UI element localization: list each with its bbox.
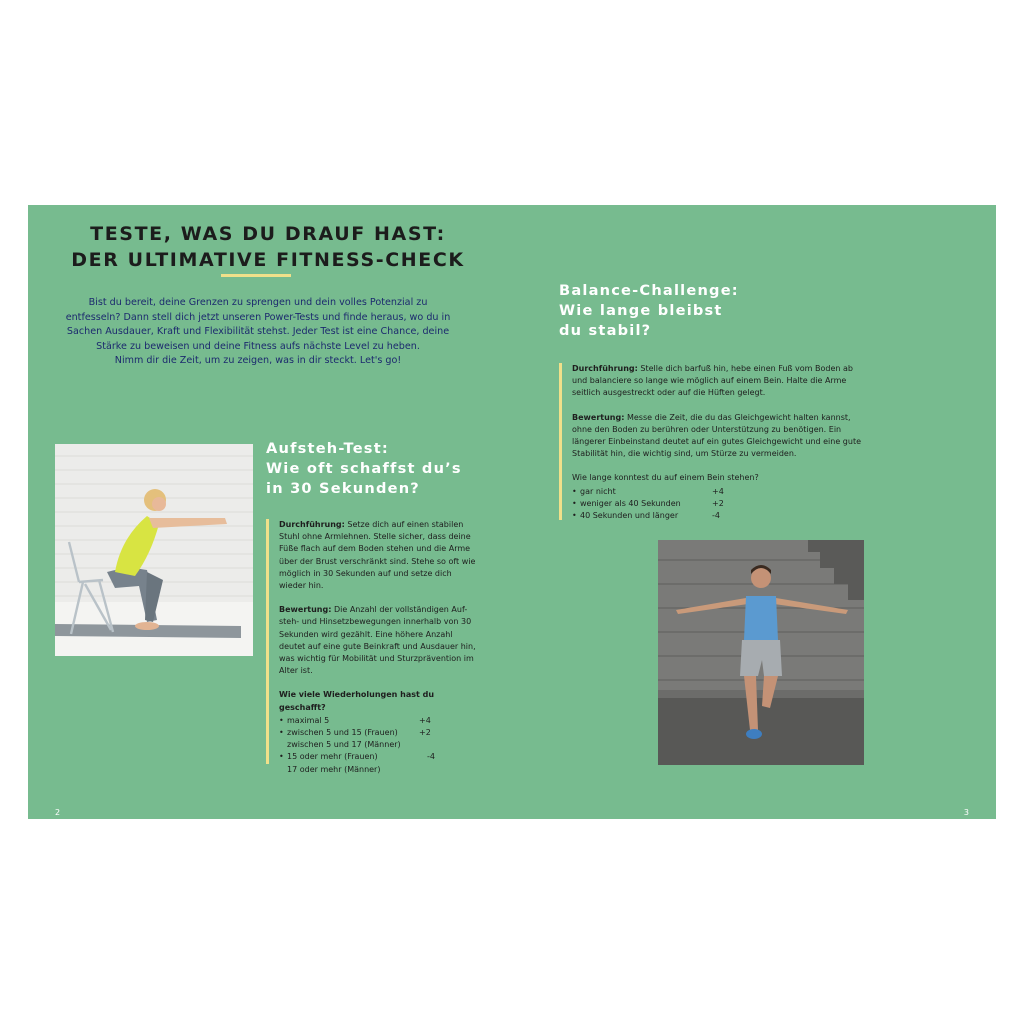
bullet: • xyxy=(279,715,284,725)
intro-line: Bist du bereit, deine Grenzen zu sprengen und dein volles Potenzial zu xyxy=(88,297,428,308)
score-points: -4 xyxy=(427,752,435,762)
aufsteh-test-details xyxy=(266,519,479,774)
durchfuehrung-paragraph xyxy=(279,519,479,592)
balance-challenge-heading xyxy=(559,281,739,341)
score-row xyxy=(572,486,862,498)
one-leg-balance-photo xyxy=(658,540,864,765)
durchfuehrung-text: Stelle dich barfuß hin, hebe einen Fuß vom Boden ab und balanciere so lange wie möglich auf einem Bein. Halte die Arme seitlich ausgestreckt oder auf die Hüften gelegt. xyxy=(572,364,853,398)
intro-line: Stärke zu beweisen und deine Fitness aufs nächste Level zu heben. xyxy=(96,340,420,352)
bewertung-text: Messe die Zeit, die du das Gleichgewicht halten kannst, ohne den Boden zu berühren oder Unterstützung zu benötigen. Ein längerer Einbeinstand deutet auf ein gutes Gleichgewicht und eine gute Stabilität hin, die wichtig sind, um Stürze zu vermeiden. xyxy=(572,412,862,459)
bullet: • xyxy=(572,486,577,496)
bullet: • xyxy=(279,752,284,762)
durchfuehrung-paragraph xyxy=(572,363,862,400)
intro-paragraph xyxy=(48,296,468,369)
heading-line: Aufsteh-Test: xyxy=(266,440,389,457)
score-row xyxy=(279,715,479,727)
score-label: 15 oder mehr (Frauen) xyxy=(287,752,378,762)
intro-line: Sachen Ausdauer, Kraft und Flexibilität stehst. Jeder Test ist eine Chance, deine xyxy=(66,326,450,338)
bewertung-paragraph xyxy=(572,412,862,461)
chair-squat-photo xyxy=(55,444,253,656)
page-number-right: 3 xyxy=(963,808,969,817)
intro-line: entfesseln? Dann stell dich jetzt unseren Power-Tests und finde heraus, wo du in xyxy=(65,311,451,323)
heading-line: du stabil? xyxy=(559,322,652,339)
bewertung-label: Bewertung: xyxy=(572,412,625,422)
bullet: • xyxy=(572,511,577,520)
score-points: +4 xyxy=(419,715,431,725)
page-number-left: 2 xyxy=(55,808,61,817)
aufsteh-test-heading xyxy=(266,439,462,499)
score-row xyxy=(279,727,479,739)
score-label: zwischen 5 und 17 (Männer) xyxy=(287,740,401,750)
page-title xyxy=(68,221,468,273)
title-line-2: DER ULTIMATIVE FITNESS-CHECK xyxy=(71,249,465,271)
heading-line: Wie lange bleibst xyxy=(559,302,723,319)
bewertung-label: Bewertung: xyxy=(279,605,332,615)
durchfuehrung-label: Durchführung: xyxy=(572,364,638,373)
score-points: +2 xyxy=(712,498,724,508)
bullet: • xyxy=(279,728,284,738)
score-row xyxy=(279,751,479,763)
heading-line: Wie oft schaffst du’s xyxy=(266,460,462,477)
score-row xyxy=(279,764,479,776)
score-points: +4 xyxy=(712,486,724,496)
score-question: Wie lange konntest du auf einem Bein stehen? xyxy=(572,473,759,483)
bewertung-text: Die Anzahl der vollständigen Auf-steh- und Hinsetzbewegungen innerhalb von 30 Sekunden wird gezählt. Eine höhere Anzahl deutet auf eine gute Beinkraft und Ausdauer hin, was wichtig für Mobilität und Sturzprävention im Alter ist. xyxy=(279,605,476,676)
score-label: 17 oder mehr (Männer) xyxy=(287,764,381,774)
score-label: 40 Sekunden und länger xyxy=(580,511,679,520)
durchfuehrung-text: Setze dich auf einen stabilen Stuhl ohne Armlehnen. Stelle sicher, dass deine Füße flach auf dem Boden stehen und die Arme über der Brust verschränkt sind. Stehe so oft wie möglich in 30 Sekunden auf und setze dich wieder hin. xyxy=(279,520,476,591)
score-points: -4 xyxy=(712,511,720,520)
score-label: zwischen 5 und 15 (Frauen) xyxy=(287,728,398,738)
score-question: Wie viele Wiederholungen hast du geschafft? xyxy=(279,690,435,712)
intro-line: Nimm dir die Zeit, um zu zeigen, was in dir steckt. Let's go! xyxy=(114,355,402,367)
score-label: gar nicht xyxy=(580,486,616,496)
score-label: maximal 5 xyxy=(287,715,330,725)
durchfuehrung-label: Durchführung: xyxy=(279,520,345,529)
book-spread xyxy=(28,205,996,819)
score-row xyxy=(572,510,862,522)
bewertung-paragraph xyxy=(279,604,479,677)
score-label: weniger als 40 Sekunden xyxy=(580,498,681,508)
heading-line: in 30 Sekunden? xyxy=(266,480,420,497)
score-points: +2 xyxy=(419,728,431,738)
title-line-1: TESTE, WAS DU DRAUF HAST: xyxy=(90,223,446,245)
bullet: • xyxy=(572,498,577,508)
balance-challenge-details xyxy=(559,363,862,520)
heading-line: Balance-Challenge: xyxy=(559,282,739,299)
score-row xyxy=(279,739,479,751)
score-row xyxy=(572,498,862,510)
title-divider xyxy=(221,274,291,277)
